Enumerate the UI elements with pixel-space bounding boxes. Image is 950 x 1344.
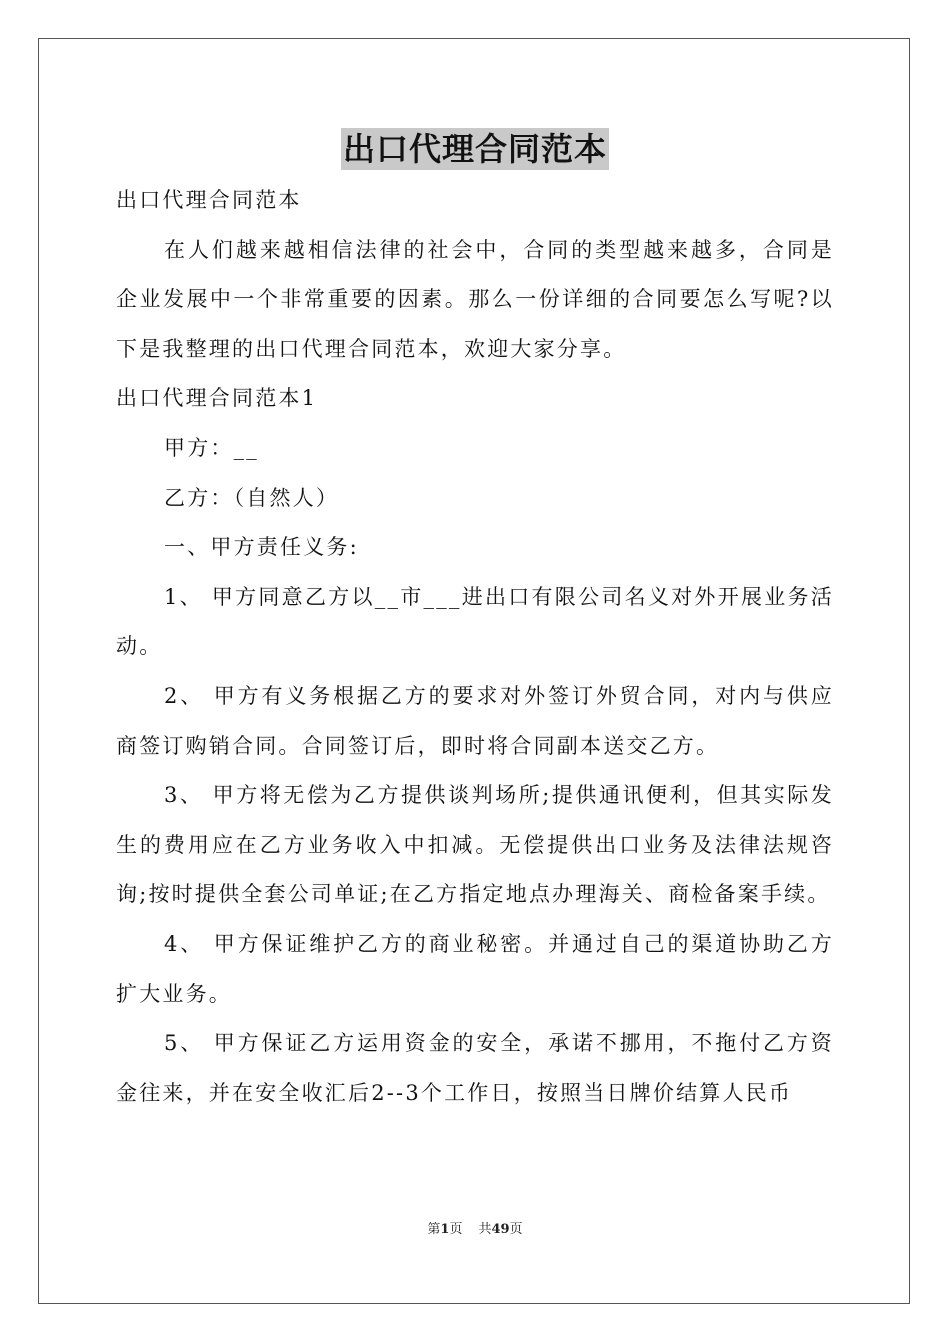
footer-total-prefix: 共	[478, 1222, 492, 1237]
page-footer	[0, 1218, 950, 1237]
paragraph-clause-heading: 一、甲方责任义务:	[164, 535, 359, 560]
footer-total-suffix: 页	[509, 1222, 523, 1237]
paragraph-intro: 在人们越来越相信法律的社会中，合同的类型越来越多，合同是企业发展中一个非常重要的因素。那么一份详细的合同要怎么写呢?以下是我整理的出口代理合同范本，欢迎大家分享。	[116, 237, 834, 361]
paragraph-clause-2: 2、 甲方有义务根据乙方的要求对外签订外贸合同，对内与供应商签订购销合同。合同签订后，即时将合同副本送交乙方。	[116, 683, 834, 758]
paragraph-clause-4: 4、 甲方保证维护乙方的商业秘密。并通过自己的渠道协助乙方扩大业务。	[116, 931, 834, 1006]
paragraph-party-b: 乙方：（自然人）	[164, 485, 340, 510]
paragraph-section-heading: 出口代理合同范本1	[116, 386, 318, 411]
title-wrap	[0, 128, 950, 170]
document-body	[116, 176, 834, 1118]
footer-total-pages: 49	[491, 1222, 510, 1237]
footer-page-suffix: 页	[449, 1222, 463, 1237]
paragraph-party-a: 甲方：__	[164, 435, 259, 460]
footer-page-prefix: 第	[427, 1222, 441, 1237]
paragraph-clause-5: 5、 甲方保证乙方运用资金的安全，承诺不挪用，不拖付乙方资金往来，并在安全收汇后2--3个工作日，按照当日牌价结算人民币	[116, 1031, 834, 1105]
document-title: 出口代理合同范本	[342, 130, 607, 168]
paragraph-clause-3: 3、 甲方将无偿为乙方提供谈判场所;提供通讯便利，但其实际发生的费用应在乙方业务收入中扣减。无偿提供出口业务及法律法规咨询;按时提供全套公司单证;在乙方指定地点办理海关、商检备案手续。	[116, 783, 834, 907]
paragraph-subtitle: 出口代理合同范本	[116, 188, 302, 212]
footer-page-number: 1	[440, 1222, 450, 1237]
paragraph-clause-1: 1、 甲方同意乙方以__市___进出口有限公司名义对外开展业务活动。	[116, 584, 834, 659]
